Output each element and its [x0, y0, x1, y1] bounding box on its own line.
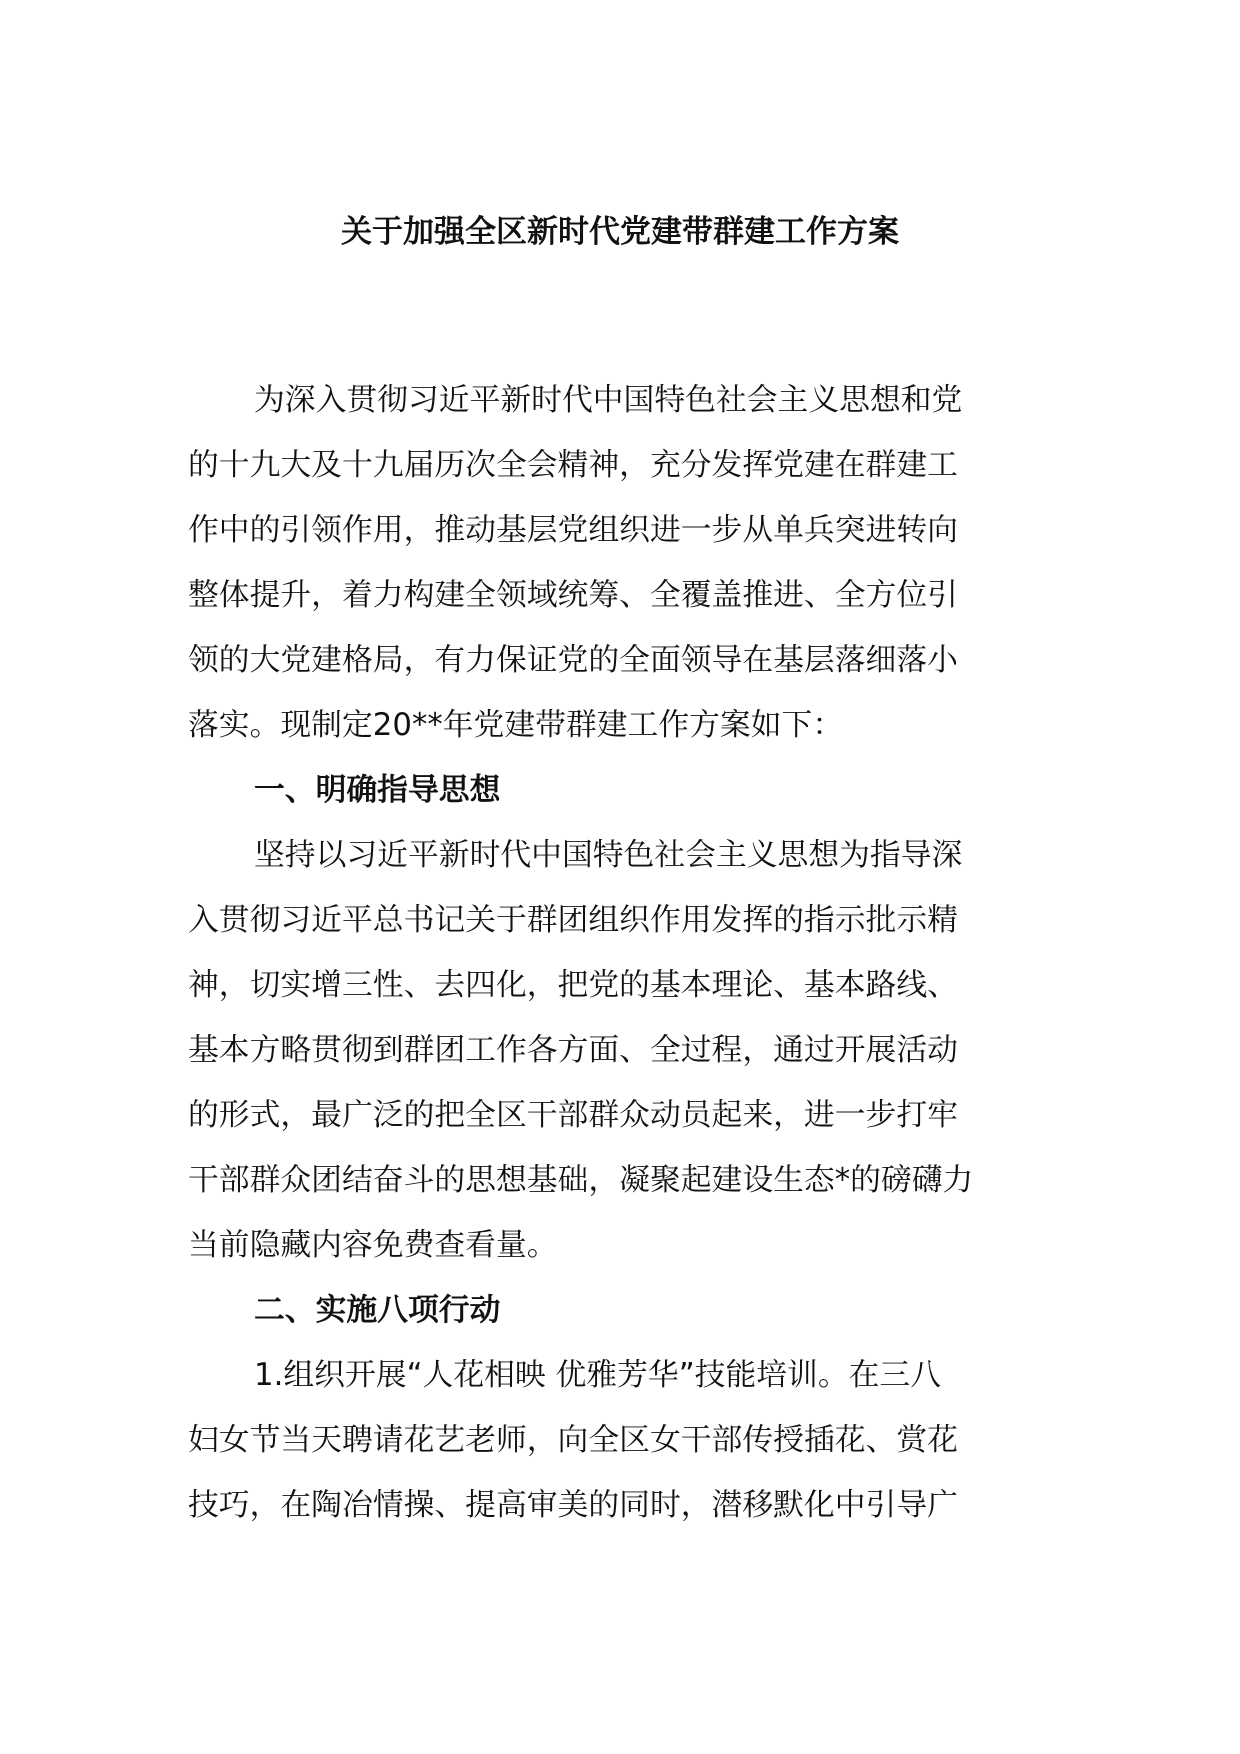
section1-line-1: 坚持以习近平新时代中国特色社会主义思想为指导深 [254, 837, 963, 873]
section1-line-3: 神，切实增三性、去四化，把党的基本理论、基本路线、 [188, 967, 958, 1003]
section1-line-2: 入贯彻习近平总书记关于群团组织作用发挥的指示批示精 [188, 902, 958, 938]
document-body [188, 368, 1052, 1538]
section2-line-2: 妇女节当天聘请花艺老师，向全区女干部传授插花、赏花 [188, 1422, 958, 1458]
intro-line-2: 的十九大及十九届历次全会精神，充分发挥党建在群建工 [188, 447, 958, 483]
section1-line-4: 基本方略贯彻到群团工作各方面、全过程，通过开展活动 [188, 1032, 958, 1068]
section1-line-7: 当前隐藏内容免费查看量。 [188, 1227, 558, 1263]
intro-line-5: 领的大党建格局，有力保证党的全面领导在基层落细落小 [188, 642, 958, 678]
section1-line-6: 干部群众团结奋斗的思想基础，凝聚起建设生态*的磅礴力 [188, 1162, 974, 1198]
intro-line-3: 作中的引领作用，推动基层党组织进一步从单兵突进转向 [188, 512, 958, 548]
intro-line-4: 整体提升，着力构建全领域统筹、全覆盖推进、全方位引 [188, 577, 958, 613]
intro-line-6: 落实。现制定20**年党建带群建工作方案如下： [188, 707, 844, 743]
section-heading-1: 一、明确指导思想 [254, 772, 501, 808]
section1-line-5: 的形式，最广泛的把全区干部群众动员起来，进一步打牢 [188, 1097, 958, 1133]
section2-line-3: 技巧，在陶冶情操、提高审美的同时，潜移默化中引导广 [188, 1487, 958, 1523]
intro-line-1: 为深入贯彻习近平新时代中国特色社会主义思想和党 [254, 382, 963, 418]
section2-line-1: 1.组织开展“人花相映 优雅芳华”技能培训。在三八 [254, 1357, 942, 1393]
document-title: 关于加强全区新时代党建带群建工作方案 [341, 214, 899, 250]
section-heading-2: 二、实施八项行动 [254, 1292, 501, 1328]
